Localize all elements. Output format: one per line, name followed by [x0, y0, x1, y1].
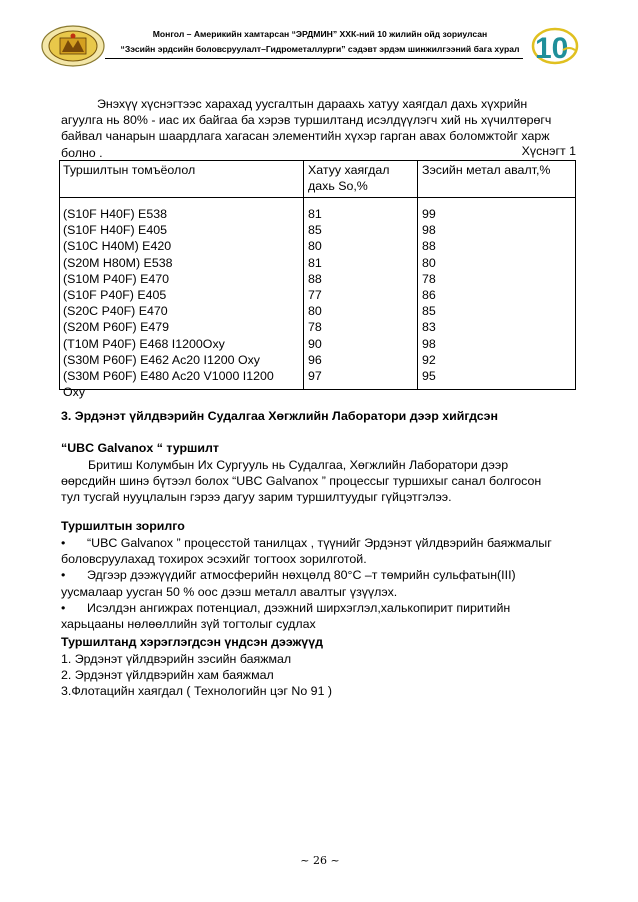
- table-header-cell: Хатуу хаягдал дахь So,%: [308, 163, 390, 194]
- bullet-text: “UBC Galvanox ” процесстой танилцах , түүнийг Эрдэнэт үйлдвэрийн баяжмалыг: [87, 536, 552, 550]
- table-header-cell: Зэсийн метал авалт,%: [422, 163, 551, 177]
- table-cell-sulfur: 96: [308, 352, 322, 367]
- table-cell-copper: 95: [422, 369, 436, 383]
- table-cell-formulation: (S30M P60F) E480 Ac20 V1000 I1200 Oxy: [63, 369, 274, 400]
- table-cell-formulation: (S20M P60F) E479: [63, 320, 170, 335]
- table-cell-copper: 78: [422, 271, 436, 286]
- table-cell-copper: 98: [422, 223, 436, 238]
- table-cell-copper: 80: [422, 255, 436, 270]
- table-cell-copper: 86: [422, 288, 436, 302]
- header-line-2: “Зэсийн эрдсийн боловсруулалт–Гидрометаллурги” сэдэвт эрдэм шинжилгээний бага хурал: [120, 44, 520, 54]
- table-cell-sulfur: 85: [308, 223, 322, 238]
- table-cell-sulfur: 81: [308, 255, 322, 270]
- bullet-continuation: харьцааны нөлөөллийн зүй тогтолыг судлах: [61, 617, 316, 632]
- table-cell-copper: 88: [422, 239, 436, 254]
- table-cell-sulfur: 81: [308, 207, 322, 221]
- table-divider: [303, 161, 304, 389]
- ubc-line: өөрсдийн шинэ бүтээл болох “UBC Galvanox ” процессыг туршихыг санал болгосон: [61, 474, 542, 488]
- table-divider: [417, 161, 418, 389]
- intro-line: Энэхүү хүснэгтээс харахад уусгалтын дараахь хатуу хаягдал дахь хүхрийн: [97, 97, 528, 111]
- table-cell-formulation: (T10M P40F) E468 I1200Oxy: [63, 336, 225, 351]
- table-cell-sulfur: 88: [308, 271, 322, 286]
- results-table: [59, 160, 576, 400]
- intro-line: байвал чанарын шаардлага хагасан элементийн хүхэр гарган авах боломжтойг харж: [61, 129, 550, 144]
- page-number: ~ 26 ~: [300, 854, 340, 867]
- table-cell-formulation: (S20M H80M) E538: [63, 255, 173, 270]
- table-cell-copper: 98: [422, 336, 436, 351]
- table-caption: Хүснэгт 1: [521, 144, 576, 158]
- table-cell-copper: 83: [422, 320, 436, 335]
- anniversary-10-logo-icon: [525, 24, 581, 68]
- table-cell-sulfur: 78: [308, 320, 322, 335]
- list-item: [61, 567, 581, 583]
- table-cell-formulation: (S10F H40F) E538: [63, 207, 167, 221]
- table-cell-formulation: (S10C H40M) E420: [63, 239, 172, 254]
- materials-item: 3.Флотацийн хаягдал ( Технологийн цэг No 91 ): [61, 684, 333, 698]
- list-item: [61, 600, 581, 616]
- purpose-title: Туршилтын зорилго: [61, 519, 185, 533]
- ubc-line: Бритиш Колумбын Их Сургууль нь Судалгаа, Хөгжлийн Лаборатори дээр: [88, 458, 509, 472]
- table-cell-copper: 85: [422, 304, 436, 319]
- table-cell-copper: 92: [422, 352, 436, 367]
- table-cell-formulation: (S30M P60F) E462 Ac20 I1200 Oxy: [63, 352, 260, 367]
- table-cell-sulfur: 90: [308, 336, 322, 351]
- erdmin-logo-icon: [40, 24, 106, 68]
- table-cell-copper: 99: [422, 207, 436, 221]
- table-cell-formulation: (S20C P40F) E470: [63, 304, 168, 319]
- table-header-rule: [60, 197, 575, 198]
- header-line-1: Монгол – Америкийн хамтарсан “ЭРДМИН” ХХК-ний 10 жилийн ойд зориулсан: [152, 29, 488, 39]
- ubc-title: “UBC Galvanox “ туршилт: [61, 441, 219, 455]
- bullet-icon: •: [61, 600, 66, 615]
- table-cell-sulfur: 80: [308, 239, 322, 254]
- bullet-continuation: боловсруулахад тохирох эсэхийг тогтоох зорилготой.: [61, 552, 367, 567]
- table-header-cell: Туршилтын томъёолол: [63, 163, 196, 177]
- table-cell-formulation: (S10F P40F) E405: [63, 288, 167, 302]
- bullet-text: Эдгээр дээжүүдийг атмосферийн нөхцөлд 80°С –т төмрийн сульфатын(III): [87, 568, 516, 583]
- bullet-icon: •: [61, 536, 66, 550]
- materials-item: 2. Эрдэнэт үйлдвэрийн хам баяжмал: [61, 668, 274, 682]
- bullet-continuation: уусмалаар уусган 50 % оос дээш металл авалтыг үзүүлэх.: [61, 584, 398, 599]
- intro-line: болно .: [61, 145, 103, 160]
- intro-line: агуулга нь 80% - иас их байгаа ба хэрэв туршилтанд исэлдүүлэгч хий нь хүчилтөрөгч: [61, 113, 552, 128]
- table-cell-formulation: (S10M P40F) E470: [63, 271, 170, 286]
- bullet-text: Исэлдэн ангижрах потенциал, дээжний ширхэглэл,халькопирит пиритийн: [87, 600, 511, 615]
- table-cell-sulfur: 97: [308, 369, 322, 383]
- materials-item: 1. Эрдэнэт үйлдвэрийн зэсийн баяжмал: [61, 652, 292, 666]
- materials-title: Туршилтанд хэрэглэгдсэн үндсэн дээжүүд: [61, 635, 323, 649]
- logo-number: 10: [535, 32, 569, 65]
- table-cell-formulation: (S10F H40F) E405: [63, 223, 167, 238]
- table-cell-sulfur: 77: [308, 288, 322, 302]
- intro-paragraph: [61, 96, 576, 161]
- header-rule: [105, 58, 523, 59]
- list-item: [61, 535, 581, 551]
- purpose-list: [61, 535, 581, 632]
- table-cell-sulfur: 80: [308, 304, 322, 319]
- section-3-title: 3. Эрдэнэт үйлдвэрийн Судалгаа Хөгжлийн Лаборатори дээр хийгдсэн: [61, 409, 498, 423]
- ubc-line: тул тусгай нууцлалын гэрээ дагуу зарим туршилтуудыг гүйцэтгэлээ.: [61, 490, 452, 504]
- bullet-icon: •: [61, 568, 66, 583]
